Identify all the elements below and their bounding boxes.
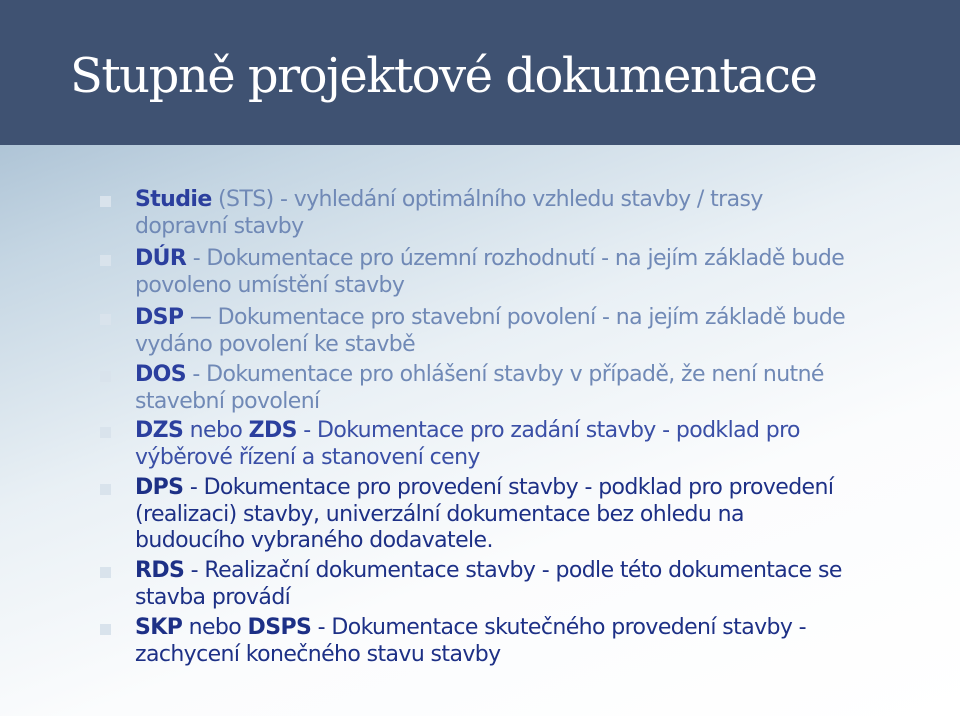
item-abbrev: DÚR: [135, 246, 187, 271]
list-item-text: [135, 187, 945, 240]
square-bullet-icon: [100, 427, 111, 438]
item-desc-line: budoucího vybraného dodavatele.: [135, 528, 493, 553]
item-abbrev-alt: ZDS: [248, 418, 297, 443]
square-bullet-icon: [100, 567, 111, 578]
item-desc-line: - Dokumentace pro zadání stavby - podklad pro: [303, 418, 800, 443]
item-abbrev: DOS: [135, 362, 187, 387]
item-desc-line: stavba provádí: [135, 584, 291, 610]
slide-title: Stupně projektové dokumentace: [70, 48, 817, 104]
item-connector: nebo: [188, 615, 242, 640]
item-desc-line: - Dokumentace pro územní rozhodnutí - na jejím základě bude: [192, 246, 845, 271]
list-item-text: [135, 558, 945, 611]
item-desc-line: - Realizační dokumentace stavby - podle této dokumentace se: [190, 558, 842, 583]
item-abbrev: DPS: [135, 475, 184, 500]
item-desc-line: stavební povolení: [135, 388, 320, 414]
square-bullet-icon: [100, 624, 111, 635]
item-desc-line: (realizaci) stavby, univerzální dokumentace bez ohledu na: [135, 501, 744, 527]
list-item-text: [135, 305, 945, 358]
item-desc-line: - Dokumentace pro ohlášení stavby v případě, že není nutné: [192, 362, 824, 387]
item-abbrev: RDS: [135, 558, 185, 583]
item-desc-line: - Dokumentace skutečného provedení stavby -: [317, 615, 807, 640]
item-abbrev: DZS: [135, 418, 184, 443]
item-abbrev: SKP: [135, 615, 183, 640]
list-item-text: [135, 475, 945, 555]
item-abbrev: DSP: [135, 305, 184, 330]
item-desc-line: povoleno umístění stavby: [135, 272, 405, 298]
square-bullet-icon: [100, 484, 111, 495]
item-desc-line: výběrové řízení a stanovení ceny: [135, 444, 480, 470]
item-desc-line: — Dokumentace pro stavební povolení - na jejím základě bude: [189, 305, 846, 330]
item-abbrev: Studie: [135, 187, 212, 212]
square-bullet-icon: [100, 371, 111, 382]
item-desc-line: zachycení konečného stavu stavby: [135, 641, 501, 667]
item-abbrev-alt: DSPS: [247, 615, 312, 640]
list-item-text: [135, 418, 945, 471]
list-item-text: [135, 246, 945, 299]
item-connector: nebo: [189, 418, 243, 443]
square-bullet-icon: [100, 255, 111, 266]
item-desc-line: dopravní stavby: [135, 213, 304, 239]
list-item-text: [135, 615, 945, 668]
square-bullet-icon: [100, 196, 111, 207]
list-item-text: [135, 362, 945, 415]
item-desc-line: vydáno povolení ke stavbě: [135, 331, 416, 357]
item-desc-line: (STS) - vyhledání optimálního vzhledu stavby / trasy: [218, 187, 763, 212]
item-desc-line: - Dokumentace pro provedení stavby - podklad pro provedení: [189, 475, 834, 500]
square-bullet-icon: [100, 314, 111, 325]
